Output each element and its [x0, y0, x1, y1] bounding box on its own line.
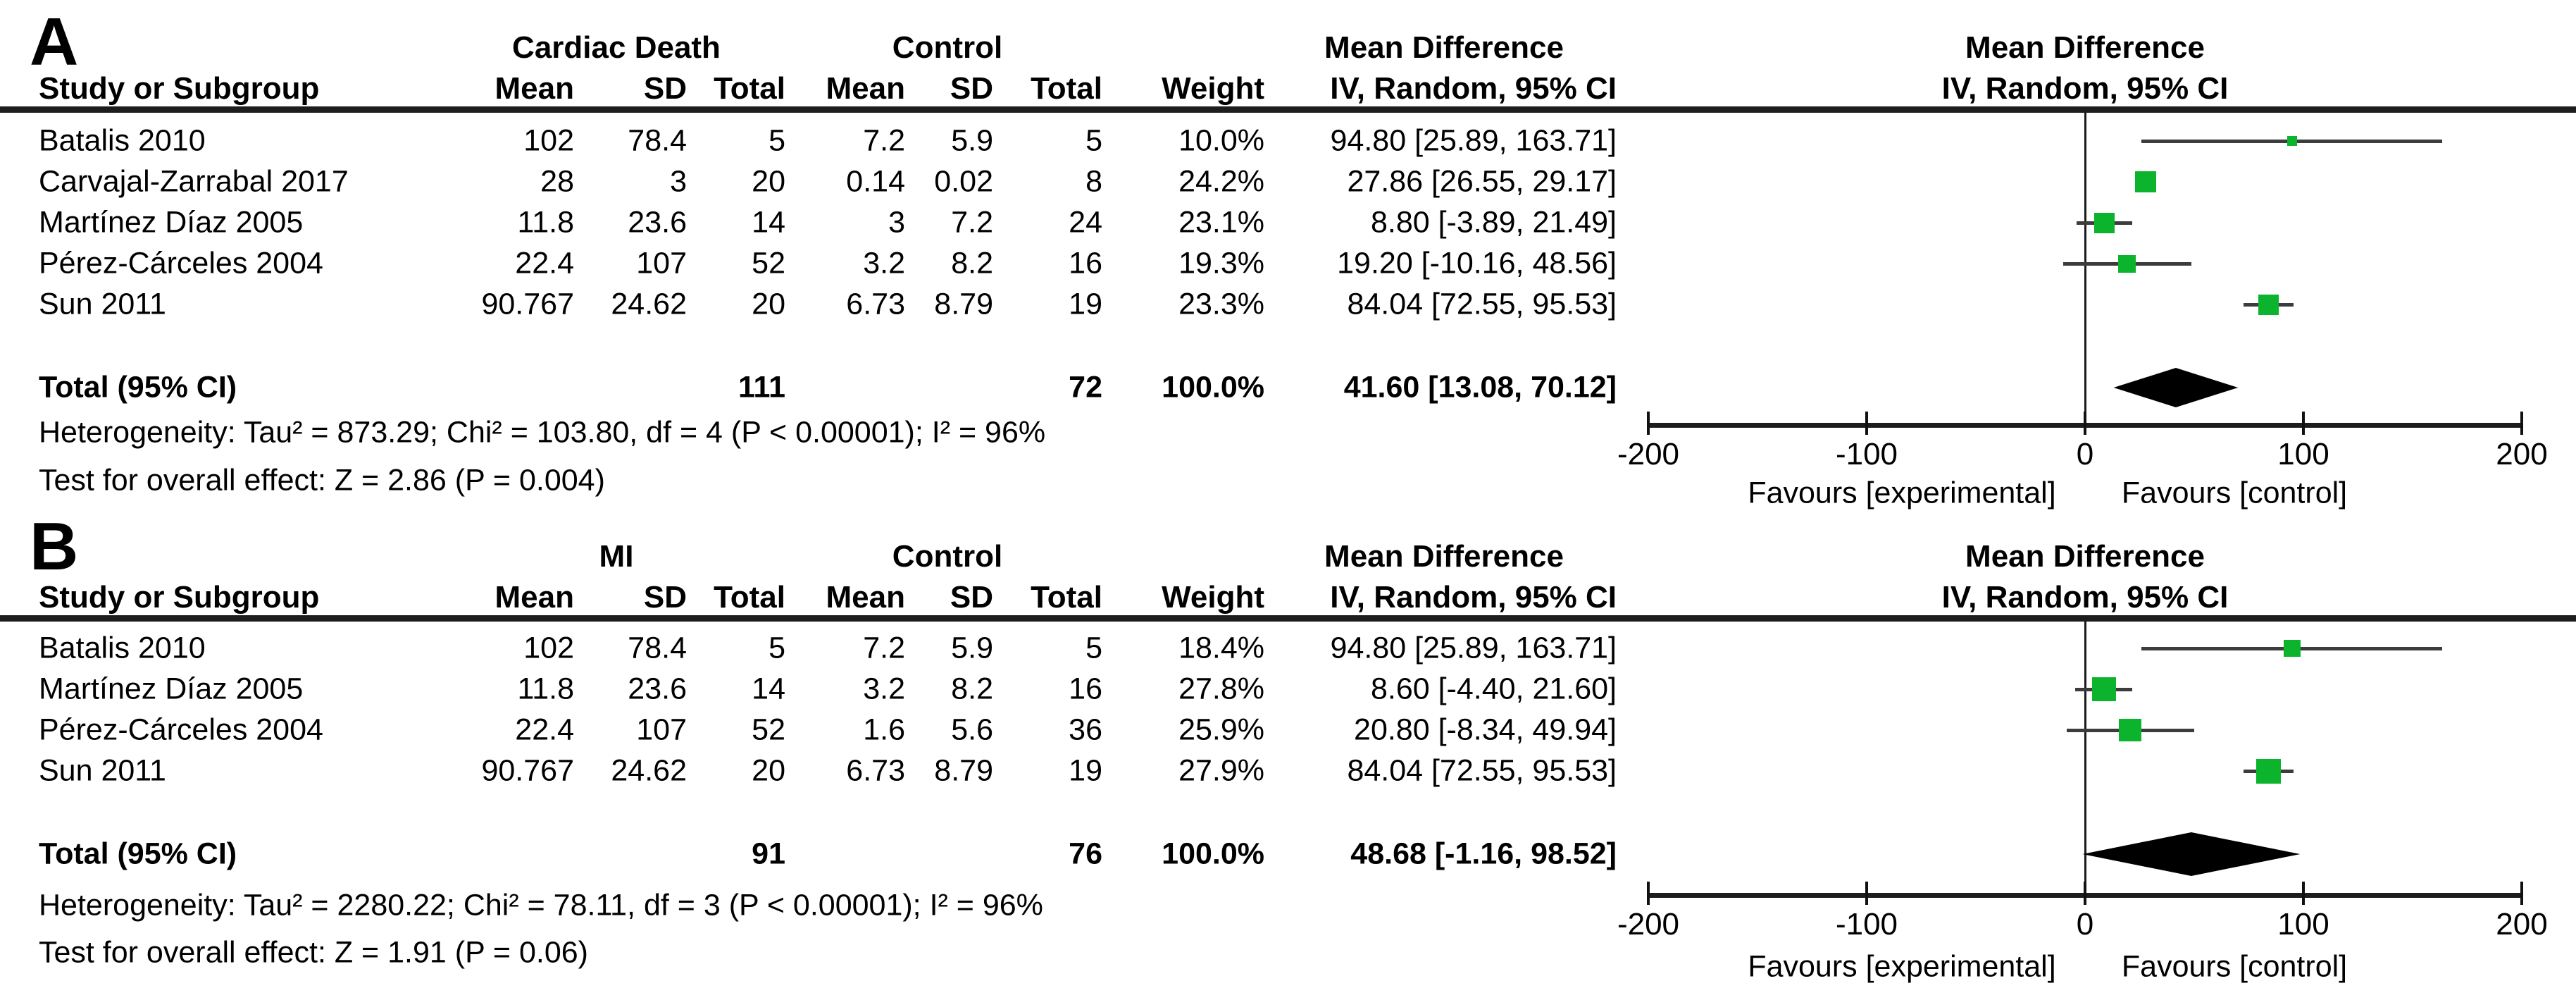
- pooled-diamond: [2082, 832, 2300, 876]
- axis-tick-label: -100: [1835, 437, 1898, 471]
- point-estimate-marker: [2284, 640, 2301, 657]
- col-header-2: Total: [714, 71, 785, 106]
- axis-tick: [2520, 412, 2523, 435]
- cell-ci_text: 84.04 [72.55, 95.53]: [1347, 753, 1617, 788]
- cell-total1: 20: [752, 164, 785, 199]
- cell-mean2: 1.6: [863, 712, 905, 747]
- axis-tick: [2084, 882, 2086, 905]
- study-column-header: Study or Subgroup: [39, 580, 320, 615]
- cell-mean2: 6.73: [846, 753, 905, 788]
- cell-weight: 25.9%: [1178, 712, 1264, 747]
- study-name: Batalis 2010: [39, 123, 206, 158]
- cell-sd2: 5.9: [951, 631, 993, 665]
- cell-total2: 36: [1069, 712, 1102, 747]
- exp-group-header: MI: [599, 539, 634, 574]
- header-rule: [0, 106, 2576, 113]
- cell-sd2: 8.2: [951, 672, 993, 706]
- cell-sd2: 0.02: [934, 164, 993, 199]
- cell-total1: 52: [752, 246, 785, 280]
- point-estimate-marker: [2256, 759, 2281, 784]
- cell-total1: 14: [752, 205, 785, 240]
- cell-total1: 20: [752, 753, 785, 788]
- cell-total2: 8: [1085, 164, 1102, 199]
- point-estimate-marker: [2119, 719, 2141, 741]
- cell-mean2: 0.14: [846, 164, 905, 199]
- cell-mean1: 90.767: [481, 287, 574, 321]
- cell-ci_text: 19.20 [-10.16, 48.56]: [1337, 246, 1617, 280]
- total-control-n: 72: [1069, 370, 1102, 405]
- study-column-header: Study or Subgroup: [39, 71, 320, 106]
- cell-ci_text: 94.80 [25.89, 163.71]: [1330, 123, 1617, 158]
- cell-sd1: 23.6: [628, 672, 687, 706]
- axis-tick: [2302, 412, 2305, 435]
- axis-tick-label: -200: [1617, 437, 1680, 471]
- cell-total1: 20: [752, 287, 785, 321]
- cell-ci_text: 20.80 [-8.34, 49.94]: [1354, 712, 1617, 747]
- col-header-0: Mean: [494, 71, 574, 106]
- favours-left-label: Favours [experimental]: [1748, 476, 2056, 510]
- axis-tick-label: -200: [1617, 907, 1680, 942]
- cell-total1: 5: [769, 631, 785, 665]
- favours-right-label: Favours [control]: [2121, 476, 2348, 510]
- col-header-4: SD: [950, 71, 993, 106]
- cell-ci_text: 27.86 [26.55, 29.17]: [1347, 164, 1617, 199]
- heterogeneity-text: Heterogeneity: Tau² = 873.29; Chi² = 103.80, df = 4 (P < 0.00001); I² = 96%: [39, 415, 1046, 450]
- cell-weight: 10.0%: [1178, 123, 1264, 158]
- cell-total1: 14: [752, 672, 785, 706]
- point-estimate-marker: [2094, 213, 2115, 233]
- axis-tick-label: -100: [1835, 907, 1898, 942]
- cell-sd2: 8.79: [934, 287, 993, 321]
- point-estimate-marker: [2118, 255, 2136, 273]
- panel-b-letter: B: [30, 509, 79, 584]
- col-header-0: Mean: [494, 580, 574, 615]
- total-ci: 41.60 [13.08, 70.12]: [1343, 370, 1617, 405]
- col-header-1: SD: [643, 71, 687, 106]
- cell-sd2: 7.2: [951, 205, 993, 240]
- cell-weight: 18.4%: [1178, 631, 1264, 665]
- cell-sd2: 8.79: [934, 753, 993, 788]
- cell-sd2: 8.2: [951, 246, 993, 280]
- axis-tick-label: 200: [2496, 437, 2548, 471]
- overall-effect-text: Test for overall effect: Z = 2.86 (P = 0.004): [39, 463, 605, 498]
- cell-mean1: 102: [523, 123, 574, 158]
- col-header-4: SD: [950, 580, 993, 615]
- cell-ci_text: 84.04 [72.55, 95.53]: [1347, 287, 1617, 321]
- cell-weight: 23.3%: [1178, 287, 1264, 321]
- study-name: Sun 2011: [39, 753, 166, 788]
- overall-effect-text: Test for overall effect: Z = 1.91 (P = 0.06): [39, 935, 588, 970]
- point-estimate-marker: [2135, 171, 2156, 192]
- col-header-6: Weight: [1162, 71, 1264, 106]
- axis-tick: [2302, 882, 2305, 905]
- axis-tick: [1647, 882, 1650, 905]
- point-estimate-marker: [2092, 677, 2116, 701]
- study-name: Carvajal-Zarrabal 2017: [39, 164, 349, 199]
- cell-total2: 24: [1069, 205, 1102, 240]
- exp-group-header: Cardiac Death: [512, 30, 721, 65]
- pooled-diamond: [2114, 368, 2239, 407]
- plot-iv-header: IV, Random, 95% CI: [1941, 580, 2229, 615]
- total-weight: 100.0%: [1162, 837, 1264, 871]
- cell-weight: 19.3%: [1178, 246, 1264, 280]
- cell-weight: 27.9%: [1178, 753, 1264, 788]
- study-name: Sun 2011: [39, 287, 166, 321]
- axis-tick: [1647, 412, 1650, 435]
- plot-mean-difference-header: Mean Difference: [1965, 30, 2205, 65]
- cell-mean1: 11.8: [517, 205, 574, 240]
- col-header-5: Total: [1031, 580, 1102, 615]
- axis-tick: [1865, 412, 1868, 435]
- cell-mean2: 3: [888, 205, 905, 240]
- cell-mean2: 3.2: [863, 246, 905, 280]
- plot-mean-difference-header: Mean Difference: [1965, 539, 2205, 574]
- cell-total2: 16: [1069, 672, 1102, 706]
- control-group-header: Control: [892, 30, 1003, 65]
- cell-sd2: 5.9: [951, 123, 993, 158]
- study-name: Martínez Díaz 2005: [39, 205, 304, 240]
- cell-sd1: 78.4: [628, 123, 687, 158]
- total-control-n: 76: [1069, 837, 1102, 871]
- cell-total2: 19: [1069, 753, 1102, 788]
- study-name: Pérez-Cárceles 2004: [39, 246, 323, 280]
- col-header-2: Total: [714, 580, 785, 615]
- favours-left-label: Favours [experimental]: [1748, 949, 2056, 984]
- cell-mean1: 22.4: [515, 246, 574, 280]
- cell-mean1: 90.767: [481, 753, 574, 788]
- cell-sd1: 3: [670, 164, 687, 199]
- study-name: Martínez Díaz 2005: [39, 672, 304, 706]
- cell-total1: 5: [769, 123, 785, 158]
- header-rule: [0, 615, 2576, 622]
- cell-mean1: 102: [523, 631, 574, 665]
- col-header-7: IV, Random, 95% CI: [1330, 580, 1617, 615]
- axis-tick: [2520, 882, 2523, 905]
- cell-weight: 27.8%: [1178, 672, 1264, 706]
- cell-ci_text: 8.80 [-3.89, 21.49]: [1370, 205, 1617, 240]
- cell-mean2: 7.2: [863, 123, 905, 158]
- cell-mean1: 28: [540, 164, 574, 199]
- cell-weight: 24.2%: [1178, 164, 1264, 199]
- axis-tick-label: 100: [2277, 907, 2329, 942]
- favours-right-label: Favours [control]: [2121, 949, 2348, 984]
- cell-sd2: 5.6: [951, 712, 993, 747]
- cell-mean2: 6.73: [846, 287, 905, 321]
- col-header-1: SD: [643, 580, 687, 615]
- zero-effect-line: [2084, 622, 2086, 898]
- cell-sd1: 23.6: [628, 205, 687, 240]
- axis-tick-label: 200: [2496, 907, 2548, 942]
- panel-a-letter: A: [30, 4, 79, 80]
- col-header-7: IV, Random, 95% CI: [1330, 71, 1617, 106]
- total-exp-n: 91: [752, 837, 785, 871]
- cell-weight: 23.1%: [1178, 205, 1264, 240]
- cell-sd1: 78.4: [628, 631, 687, 665]
- cell-total2: 5: [1085, 123, 1102, 158]
- cell-ci_text: 8.60 [-4.40, 21.60]: [1370, 672, 1617, 706]
- cell-sd1: 24.62: [611, 287, 687, 321]
- cell-mean1: 22.4: [515, 712, 574, 747]
- col-header-3: Mean: [826, 71, 905, 106]
- mean-difference-column-header: Mean Difference: [1324, 539, 1564, 574]
- cell-mean2: 3.2: [863, 672, 905, 706]
- control-group-header: Control: [892, 539, 1003, 574]
- total-label: Total (95% CI): [39, 837, 237, 871]
- cell-ci_text: 94.80 [25.89, 163.71]: [1330, 631, 1617, 665]
- col-header-5: Total: [1031, 71, 1102, 106]
- cell-total2: 16: [1069, 246, 1102, 280]
- cell-sd1: 24.62: [611, 753, 687, 788]
- zero-effect-line: [2084, 113, 2086, 428]
- total-ci: 48.68 [-1.16, 98.52]: [1350, 837, 1617, 871]
- study-name: Pérez-Cárceles 2004: [39, 712, 323, 747]
- point-estimate-marker: [2258, 295, 2279, 315]
- axis-tick: [2084, 412, 2086, 435]
- study-name: Batalis 2010: [39, 631, 206, 665]
- cell-total1: 52: [752, 712, 785, 747]
- point-estimate-marker: [2287, 136, 2297, 146]
- col-header-6: Weight: [1162, 580, 1264, 615]
- col-header-3: Mean: [826, 580, 905, 615]
- heterogeneity-text: Heterogeneity: Tau² = 2280.22; Chi² = 78.11, df = 3 (P < 0.00001); I² = 96%: [39, 888, 1043, 922]
- cell-sd1: 107: [636, 246, 687, 280]
- cell-sd1: 107: [636, 712, 687, 747]
- total-exp-n: 111: [738, 370, 785, 405]
- plot-iv-header: IV, Random, 95% CI: [1941, 71, 2229, 106]
- total-label: Total (95% CI): [39, 370, 237, 405]
- axis-tick-label: 0: [2076, 437, 2094, 471]
- axis-tick-label: 100: [2277, 437, 2329, 471]
- mean-difference-column-header: Mean Difference: [1324, 30, 1564, 65]
- total-weight: 100.0%: [1162, 370, 1264, 405]
- cell-total2: 5: [1085, 631, 1102, 665]
- cell-mean1: 11.8: [517, 672, 574, 706]
- cell-total2: 19: [1069, 287, 1102, 321]
- axis-tick: [1865, 882, 1868, 905]
- axis-tick-label: 0: [2076, 907, 2094, 942]
- cell-mean2: 7.2: [863, 631, 905, 665]
